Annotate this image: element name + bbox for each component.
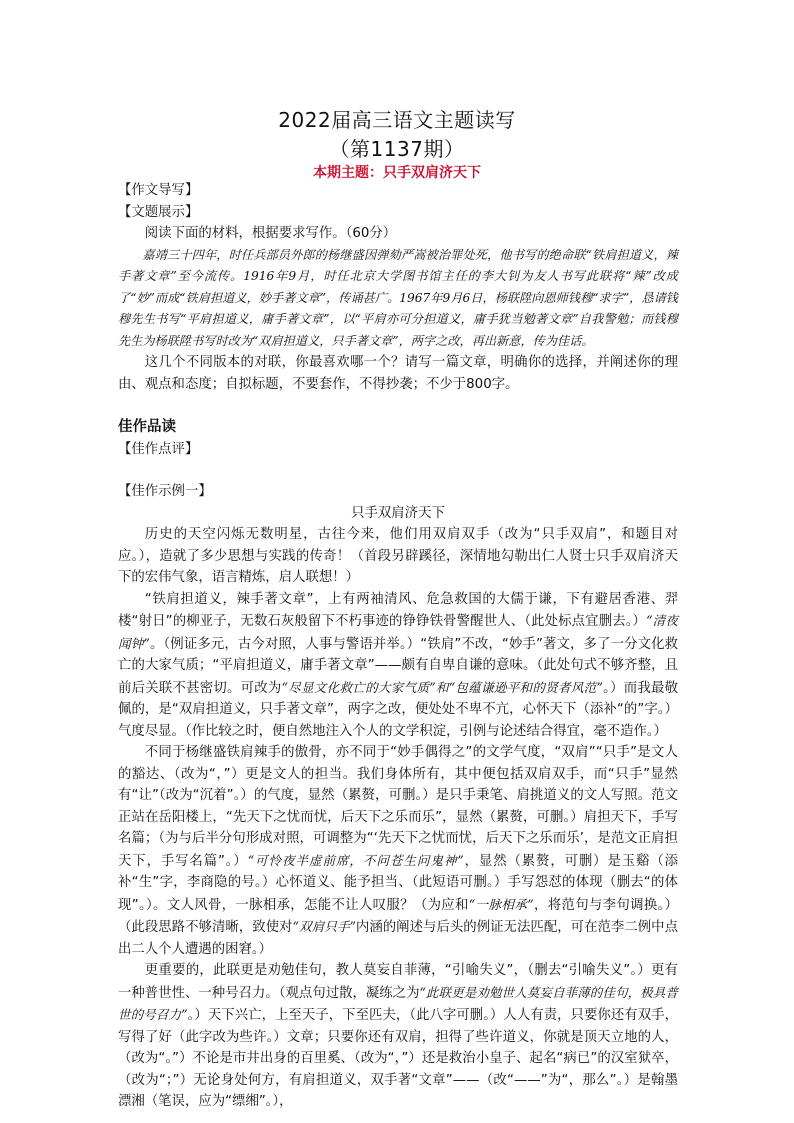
essay-text: 。（例证多元，古今对照，人事与警语并举。）“铁肩”不改，“妙手”著文，多了一分文化救亡的大家气质；“平肩担道义，庸手著文章”——颇有自卑自谦的意味。（此处句式不够齐整，且前后关联不甚密切。可改为	[118, 636, 678, 696]
essay-text: 更重要的，此联更是劝勉佳句，教人莫妄自菲薄，“引喻失义”，（删去“引喻失义”。）更有一种普世性、一种号召力。（观点句过散，凝练之为	[118, 963, 678, 1001]
label-example-one: 【佳作示例一】	[118, 484, 212, 499]
quoted-phrase: “清夜闻钟”	[118, 613, 678, 651]
prompt-requirement: 这几个不同版本的对联，你最喜欢哪一个？请写一篇文章，明确你的选择，并阐述你的理由、观点和态度；自拟标题，不要套作，不得抄袭；不少于800字。	[118, 355, 678, 392]
issue-theme: 本期主题：只手双肩济天下	[313, 165, 481, 181]
label-comment: 【佳作点评】	[118, 441, 199, 457]
essay-text: 不同于杨继盛铁肩辣手的傲骨，亦不同于“妙手偶得之”的文学气度，“双肩”“只手”是文人的豁达、（改为“，”）更是文人的担当。我们身体所有，其中便包括双肩双手，而“只手”显然有“让”（改为“沉着”。）的气度，显然（累赘，可删。）是只手秉笔、肩挑道义的文人写照。范文正站在岳阳楼上，“先天下之忧而忧，后天下之乐而乐”，显然（累赘，可删。）肩担天下，手写名篇；（为与后半分句形成对照，可调整为“‘先天下之忧而忧，后天下之乐而乐’，是范文正肩担天下，手写名篇”。）	[118, 745, 678, 869]
quoted-phrase: “尽显文化救亡的大家气质”和“包蕴谦逊平和的贤者风范”	[281, 679, 603, 695]
quoted-phrase: “此联更是劝勉世人莫妄自菲薄的佳句，极具普世的号召力”	[118, 984, 678, 1022]
prompt-instruction: 阅读下面的材料，根据要求写作。（60分）	[144, 226, 397, 241]
quoted-phrase: “双肩只手”	[292, 919, 356, 934]
quoted-phrase: “一脉相承”	[468, 896, 534, 912]
blank-line	[118, 460, 678, 481]
quoted-phrase: “可怜夜半虚前席，不问苍生问鬼神”	[247, 852, 464, 868]
essay-paragraph-4	[118, 960, 678, 1113]
essay-paragraph-1: 历史的天空闪烁无数明星，古往今来，他们用双肩双手（改为“只手双肩”，和题目对应。），造就了多少思想与实践的传奇！（首段另辟蹊径，深情地勾勒出仁人贤士只手双肩济天下的宏伟气象，语言精炼，启人联想！）	[118, 527, 678, 585]
essay-paragraph-2	[118, 589, 678, 743]
section-title-reading: 佳作品读	[118, 419, 176, 435]
essay-paragraph-3	[118, 742, 678, 960]
essay-text: 。）天下兴亡，上至天子，下至匹夫，（此八字可删。）人人有责，只要你还有双手，写得了好（此字改为些许。）文章；只要你还有双肩，担得了些许道义，你就是顶天立地的人，（改为“。”）不论是市井出身的百里奚、（改为“，”）还是救治小皇子、起名“病已”的汉室狱卒，（改为“；”）无论身处何方，有肩担道义，双手著“文章”——（改“——”为“，那么”。）是翰墨漂湘（笔误，应为“缥缃”。），	[118, 1008, 678, 1109]
essay-text: ，将范句与李句调换。）（此段思路不够清晰，致使对	[118, 897, 678, 935]
document-title: 2022届高三语文主题读写	[278, 108, 516, 132]
essay-text: 内涵的阐述与后头的例证无法匹配，可在范李二例中点出二人个人遭遇的困窘。）	[118, 920, 678, 957]
essay-text: 。）而我最敬佩的，是“双肩担道义，只手著文章”，两字之改，便处处不卑不亢，心怀天下（添补“的”字。）气度尽显。（作比较之时，便自然地注入个人的文学积淀，引例与论述结合得宜，毫不造作。）	[118, 680, 678, 739]
essay-text: ，显然（累赘，可删）是玉谿（添补“生”字，李商隐的号。）心怀道义、能予担当、（此短语可删。）手写怨怼的体现（删去“的体现”。）。文人风骨，一脉相承，怎能不让人叹服？（为应和	[118, 853, 678, 913]
label-prompt: 【文题展示】	[118, 204, 199, 220]
prompt-material: 嘉靖三十四年，时任兵部员外郎的杨继盛因弹劾严嵩被治罪处死，他书写的绝命联“铁肩担道义，辣手著文章”至今流传。1916年9月，时任北京大学图书馆主任的李大钊为友人书写此联将“辣”改成了“妙”而成“铁肩担道义，妙手著文章”，传诵甚广。1967年9月6日，杨联陞向恩师钱穆“求字”，恳请钱穆先生书写“平肩担道义，庸手著文章”，以“平肩亦可分担道义，庸手犹当勉著文章”自我警勉；而钱穆先生为杨联陞书写时改为“双肩担道义，只手著文章”，两字之改，再出新意，传为佳话。	[118, 247, 678, 348]
essay-text: “铁肩担道义，辣手著文章”，上有两袖清风、危急救国的大儒于谦，下有避居香港、羿楼“射日”的柳亚子，无数石灰般留下不朽事迹的铮铮铁骨警醒世人、（此处标点宜删去。）	[118, 591, 678, 629]
document-body	[118, 180, 678, 1113]
essay-title: 只手双肩济天下	[351, 505, 445, 521]
issue-number: （第1137期）	[329, 137, 465, 161]
label-writing-guide: 【作文导写】	[118, 183, 199, 198]
